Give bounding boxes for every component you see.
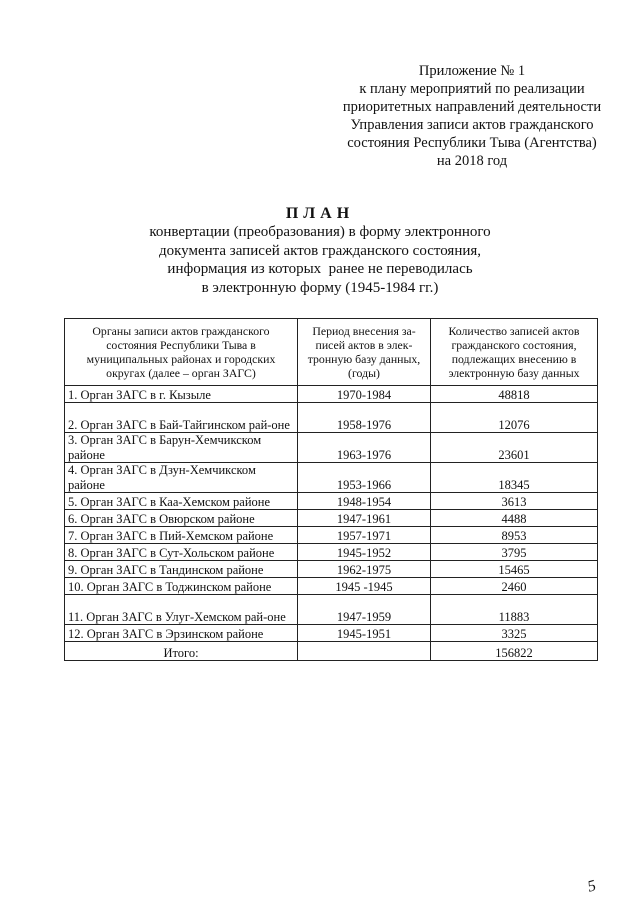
page-number: 5 [585,877,598,896]
appendix-line: на 2018 год [436,153,508,169]
row-organ: 1. Орган ЗАГС в г. Кызыле [65,386,298,403]
row-count: 8953 [431,527,598,544]
header-count: Количество записей актов гражданского состояния, подлежащих внесению в электронную базу данных [431,319,598,386]
row-count: 12076 [431,403,598,433]
appendix-line: Управления записи актов гражданского [350,117,594,133]
table-header-row [65,319,598,386]
row-organ: 8. Орган ЗАГС в Сут-Хольском районе [65,544,298,561]
row-count: 4488 [431,510,598,527]
appendix-line: к плану мероприятий по реализации [359,81,585,97]
row-count: 2460 [431,578,598,595]
row-period: 1958-1976 [298,403,431,433]
table-row [65,578,598,595]
row-period: 1945-1952 [298,544,431,561]
table-row [65,463,598,493]
plan-subtitle-line: конвертации (преобразования) в форму электронного [149,224,491,240]
row-period: 1970-1984 [298,386,431,403]
plan-subtitle-line: документа записей актов гражданского состояния, [158,242,482,259]
plan-subtitle-line: в электронную форму (1945-1984 гг.) [201,279,439,296]
table-row [65,595,598,625]
table-row [65,561,598,578]
row-organ: 9. Орган ЗАГС в Тандинском районе [65,561,298,578]
header-organ: Органы записи актов гражданского состояния Республики Тыва в муниципальных районах и городских округах (далее – орган ЗАГС) [65,319,298,386]
total-label: Итого: [65,642,298,661]
row-period: 1947-1961 [298,510,431,527]
appendix-line: приоритетных направлений деятельности [342,99,602,115]
row-period: 1947-1959 [298,595,431,625]
plan-title: ПЛАН [285,205,355,222]
table-row [65,433,598,463]
table-row [65,403,598,433]
table-row [65,625,598,642]
table-row [65,386,598,403]
appendix-line: состояния Республики Тыва (Агентства) [347,135,597,151]
row-organ: 5. Орган ЗАГС в Каа-Хемском районе [65,493,298,510]
row-count: 11883 [431,595,598,625]
table-row [65,544,598,561]
row-organ: 7. Орган ЗАГС в Пий-Хемском районе [65,527,298,544]
table-row [65,510,598,527]
row-period: 1945 -1945 [298,578,431,595]
row-count: 3325 [431,625,598,642]
row-organ: 10. Орган ЗАГС в Тоджинском районе [65,578,298,595]
row-organ: 3. Орган ЗАГС в Барун-Хемчикском районе [65,433,298,463]
appendix-line: Приложение № 1 [418,63,526,79]
row-organ: 2. Орган ЗАГС в Бай-Тайгинском рай-оне [65,403,298,433]
total-count: 156822 [431,642,598,661]
plan-heading [100,205,540,297]
row-period: 1948-1954 [298,493,431,510]
row-organ: 6. Орган ЗАГС в Овюрском районе [65,510,298,527]
row-organ: 4. Орган ЗАГС в Дзун-Хемчикском районе [65,463,298,493]
row-count: 15465 [431,561,598,578]
table-row [65,527,598,544]
conversion-plan-table [64,318,598,661]
row-count: 3795 [431,544,598,561]
header-period: Период внесения за-писей актов в элек-тронную базу данных, (годы) [298,319,431,386]
appendix-header [318,62,626,170]
row-period: 1957-1971 [298,527,431,544]
row-count: 3613 [431,493,598,510]
row-period: 1962-1975 [298,561,431,578]
table-total-row [65,642,598,661]
row-organ: 11. Орган ЗАГС в Улуг-Хемском рай-оне [65,595,298,625]
row-count: 23601 [431,433,598,463]
row-period: 1953-1966 [298,463,431,493]
table-row [65,493,598,510]
row-period: 1945-1951 [298,625,431,642]
row-count: 18345 [431,463,598,493]
row-organ: 12. Орган ЗАГС в Эрзинском районе [65,625,298,642]
plan-subtitle-line: информация из которых ранее не переводилась [167,261,473,277]
row-count: 48818 [431,386,598,403]
row-period: 1963-1976 [298,433,431,463]
total-period [298,642,431,661]
